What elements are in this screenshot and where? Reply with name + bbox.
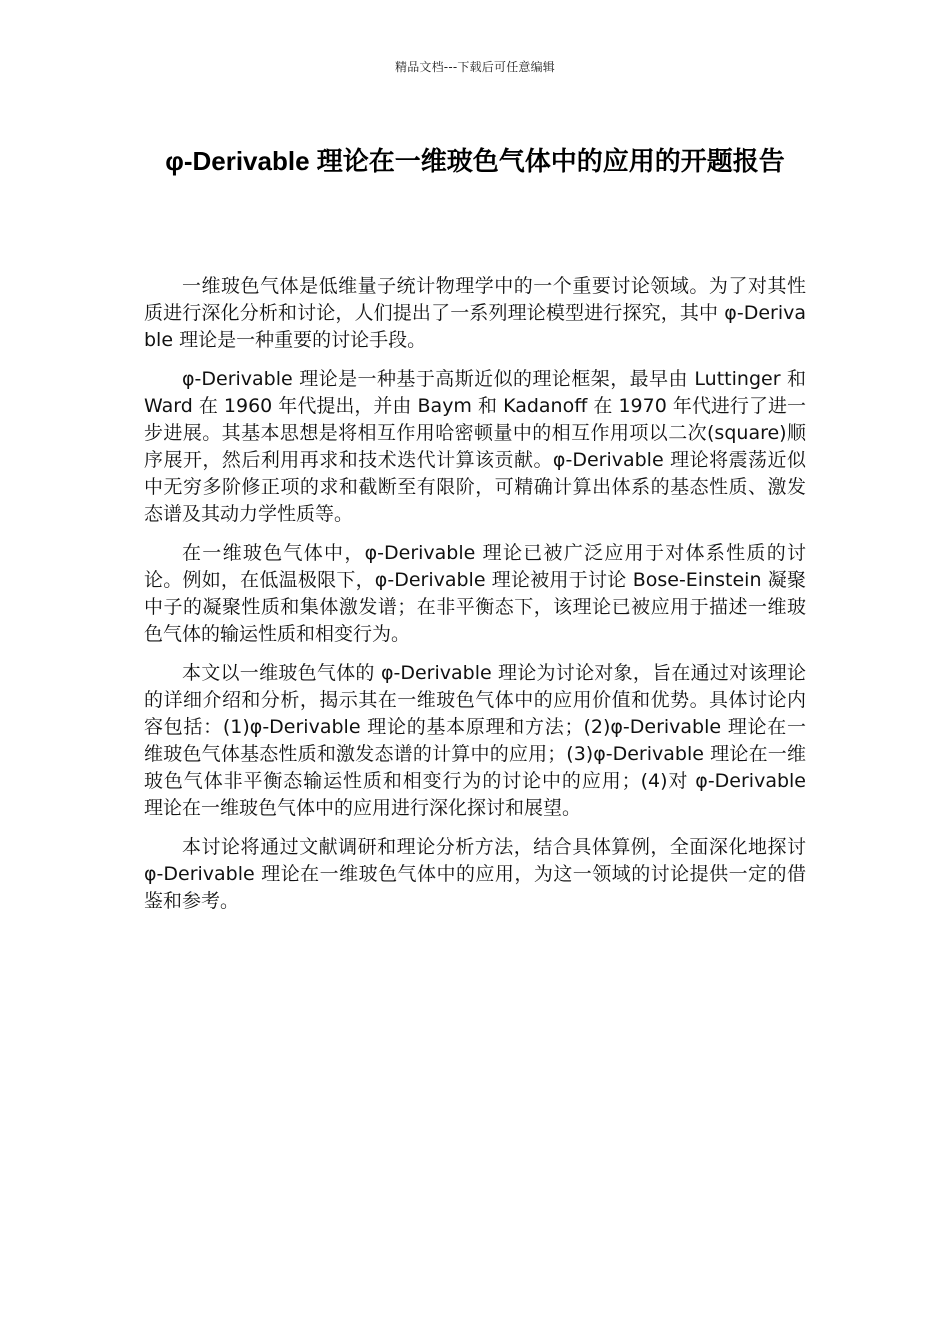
paragraph-2: φ-Derivable 理论是一种基于高斯近似的理论框架，最早由 Luttinger 和 Ward 在 1960 年代提出，并由 Baym 和 Kadanoff 在 1970 年代进行了进一步进展。其基本思想是将相互作用哈密顿量中的相互作用项以二次(square)顺序展开，然后利用再求和技术迭代计算该贡献。φ-Derivable 理论将震荡近似中无穷多阶修正项的求和截断至有限阶，可精确计算出体系的基态性质、激发态谱及其动力学性质等。 <box>144 368 806 525</box>
paragraph-5: 本讨论将通过文献调研和理论分析方法，结合具体算例，全面深化地探讨 φ-Derivable 理论在一维玻色气体中的应用，为这一领域的讨论提供一定的借鉴和参考。 <box>144 836 806 912</box>
document-body <box>144 273 806 927</box>
paragraph-3: 在一维玻色气体中，φ-Derivable 理论已被广泛应用于对体系性质的讨论。例如，在低温极限下，φ-Derivable 理论被用于讨论 Bose-Einstein 凝聚中子的凝聚性质和集体激发谱；在非平衡态下，该理论已被应用于描述一维玻色气体的输运性质和相变行为。 <box>144 542 806 645</box>
document-title: φ-Derivable 理论在一维玻色气体中的应用的开题报告 <box>165 146 785 176</box>
page-header: 精品文档---下载后可任意编辑 <box>395 60 555 74</box>
paragraph-1: 一维玻色气体是低维量子统计物理学中的一个重要讨论领域。为了对其性质进行深化分析和讨论，人们提出了一系列理论模型进行探究，其中 φ-Derivable 理论是一种重要的讨论手段。 <box>144 275 806 351</box>
paragraph-4: 本文以一维玻色气体的 φ-Derivable 理论为讨论对象，旨在通过对该理论的详细介绍和分析，揭示其在一维玻色气体中的应用价值和优势。具体讨论内容包括：(1)φ-Derivable 理论的基本原理和方法；(2)φ-Derivable 理论在一维玻色气体基态性质和激发态谱的计算中的应用；(3)φ-Derivable 理论在一维玻色气体非平衡态输运性质和相变行为的讨论中的应用；(4)对 φ-Derivable 理论在一维玻色气体中的应用进行深化探讨和展望。 <box>144 662 806 819</box>
